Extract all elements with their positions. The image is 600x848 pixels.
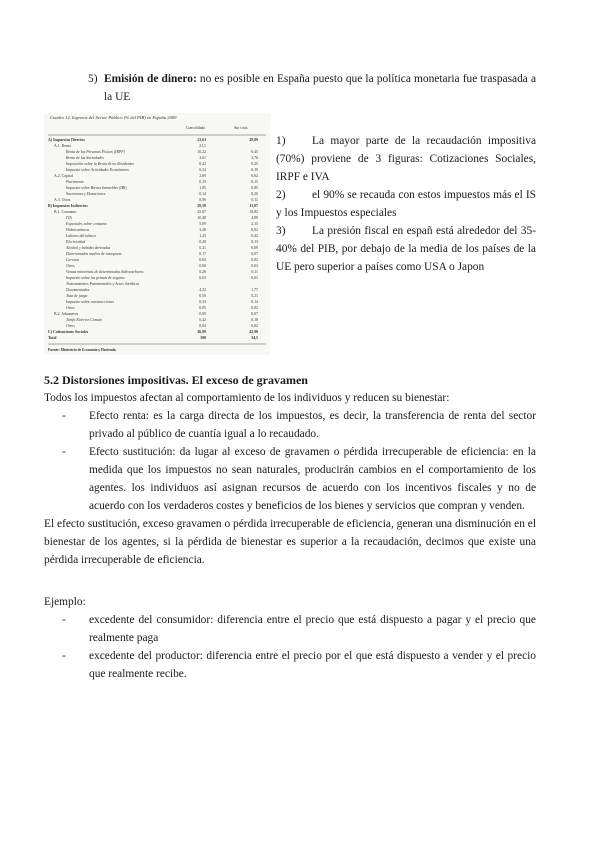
table-row-label: Impuesto sobre construcciones [66, 300, 115, 304]
summary-item-1 [276, 132, 536, 186]
table-row-label: Alcohol y bebidas derivadas [66, 246, 111, 250]
table-row-value: 43,90 [249, 330, 258, 334]
table-row-label: Cerveza [66, 258, 79, 262]
table-row-label: Total [48, 336, 57, 340]
table-row-value: 0,06 [199, 264, 206, 268]
table-row-value: 1,23 [199, 234, 206, 238]
table-row-label: B.2. Aduaneros [54, 312, 79, 316]
table-row-value: 100 [200, 336, 206, 340]
table-row-value: 2,69 [199, 174, 206, 178]
table-row-value: 0,18 [251, 318, 258, 322]
table-row-value: 10,22 [197, 150, 206, 154]
table-row-label: Tarifa Exterior Común [66, 318, 102, 322]
table-row-value: 0,07 [251, 252, 258, 256]
table-row-value: 25,87 [197, 210, 206, 214]
table-row-value: 3,76 [251, 156, 258, 160]
table-row-label: Patrimonio [66, 180, 84, 184]
table-row-label: Renta de las Personas Físicas (IRPF) [66, 150, 125, 154]
table-row-value: 0,19 [251, 168, 258, 172]
table-row-value: 0,02 [251, 306, 258, 310]
table-row-value: 0,14 [199, 192, 206, 196]
table-row-value: 0,09 [251, 246, 258, 250]
example-bullet: - excedente del consumidor: diferencia entre el precio que está dispuesto a pagar y el precio que realmente paga [44, 611, 536, 647]
item-5-label: Emisión de dinero: [104, 73, 197, 85]
table-row-label: Determinados medios de transporte [66, 252, 122, 256]
example-bullet-text: excedente del consumidor: diferencia entre el precio que está dispuesto a pagar y el precio que realmente paga [89, 614, 536, 644]
bullet-text: Efecto sustitución: da lugar al exceso de gravamen o pérdida irrecuperable de eficiencia: en la medida que los impuestos no sean naturales, producirán cambios en el comportamiento de los agentes. los individuos así asignan recursos de acuerdo con los incentivos fiscales y no de acuerdo con los verdaderos costes y beneficios de los bienes y servicios que compran y venden. [89, 446, 536, 512]
section-5-2 [44, 371, 536, 569]
table-row-label: A) Impuestos Directos [48, 138, 85, 142]
table-row-value: 0,50 [199, 294, 206, 298]
table-row-value: 0,17 [199, 252, 206, 256]
bullet-text: Efecto renta: es la carga directa de los impuestos, es decir, la transferencia de renta del sector privado al público de cuantía igual a lo recaudado. [89, 410, 536, 440]
table-row-value: 0,05 [199, 306, 206, 310]
table-row-value: 6,45 [251, 150, 258, 154]
table-row-label: Impuesto sobre Actividades Económicas [66, 168, 129, 172]
table-row-label: Otros [66, 306, 75, 310]
table-row-value: 0,14 [251, 300, 258, 304]
table-row-value: 0,42 [251, 234, 258, 238]
table-row-value: 0,26 [251, 192, 258, 196]
summary-item-number: 3) [276, 225, 286, 237]
table-row-value: 29,89 [249, 138, 258, 142]
table-row-label: B) Impuestos Indirectos [48, 204, 88, 208]
summary-item-text: La mayor parte de la recaudación impositiva (70%) proviene de 3 figuras: Cotizaciones Sociales, IRPF e IVA [276, 135, 536, 183]
table-row-value: 34,5 [251, 336, 258, 340]
table-row-value: 0,04 [199, 324, 206, 328]
table-row-label: B.1. Consumo [54, 210, 77, 214]
table-row-value: 0,33 [199, 300, 206, 304]
table-row-value: 0,26 [199, 270, 206, 274]
summary-item-number: 2) [276, 189, 286, 201]
bullet-item: - Efecto sustitución: da lugar al exceso de gravamen o pérdida irrecuperable de eficiencia: en la medida que los impuestos no sean naturales, producirán cambios en el comportamiento de los agentes. los individuos así asignan recursos de acuerdo con los incentivos fiscales y no de acuerdo con los verdaderos costes y beneficios de los bienes y servicios que compran y venden. [44, 443, 536, 515]
example-bullet: - excedente del productor: diferencia entre el precio por el que está dispuesto a vender y el precio que realmente recibe. [44, 647, 536, 683]
table-row-value: 4,22 [199, 288, 206, 292]
item-5-text: no es posible en España puesto que la política monetaria fue traspasada a la UE [104, 73, 536, 103]
table-row-label: Ventas minoristas de determinados hidrocarburos [66, 270, 144, 274]
table-row-label: Renta de las Sociedades [66, 156, 104, 160]
table-row-label: Hidrocarburos [66, 228, 90, 232]
bullet-item: - Efecto renta: es la carga directa de los impuestos, es decir, la transferencia de renta del sector privado al público de cuantía igual a lo recaudado. [44, 407, 536, 443]
table-row-value: 0,21 [199, 246, 206, 250]
table-row-value: 11,87 [249, 204, 258, 208]
table-row-value: 0,09 [199, 312, 206, 316]
table-row-value: 0,36 [199, 198, 206, 202]
summary-item-text: La presión fiscal en españ está alrededor del 35-40% del PIB, por debajo de la media de los países de la UE pero superior a países como USA o Japon [276, 225, 536, 273]
table-row-value: 2,15 [251, 222, 258, 226]
table-row-value: 0,03 [251, 264, 258, 268]
table-row-value: 0,04 [199, 258, 206, 262]
table-source: Fuente: Ministerio de Economía y Hacienda. [48, 348, 117, 352]
table-col-header-1: Consolidado [186, 126, 206, 130]
summary-item-3 [276, 222, 536, 276]
table-row-label: Tasa de juego [66, 294, 88, 298]
table-row-label: Impuesto sobre Bienes Inmuebles (IBI) [66, 186, 127, 190]
example-label: Ejemplo: [44, 596, 86, 608]
table-row-value: 0,15 [251, 180, 258, 184]
example-bullet-text: excedente del productor: diferencia entre el precio por el que está dispuesto a vender y el precio que realmente recibe. [89, 650, 536, 680]
table-row-label: Imposición sobre la Renta de no Residentes [66, 162, 134, 166]
table-row-value: 0,92 [251, 228, 258, 232]
table-row-value: 0,11 [251, 198, 258, 202]
table-row-value: 0,15 [199, 180, 206, 184]
table-row-label: A.1. Renta [54, 144, 71, 148]
table-row-value: 0,85 [251, 186, 258, 190]
table-row-value: 5,09 [199, 222, 206, 226]
section-heading: 5.2 Distorsiones impositivas. El exceso de gravamen [44, 373, 308, 387]
table-row-value: 0,21 [251, 294, 258, 298]
table-row-value: 4,89 [251, 216, 258, 220]
summary-item-2 [276, 186, 536, 222]
table-row-value: 0,02 [251, 324, 258, 328]
table-row-label: Impuesto sobre las primas de seguros [66, 276, 125, 280]
table-caption: Cuadro 12. Ingresos del Sector Público (% del PIB) en España 2009 [50, 115, 177, 120]
summary-list [276, 132, 536, 276]
table-row-value: 0,13 [251, 240, 258, 244]
summary-item-text: el 90% se recauda con estos impuestos más el IS y los Impuestos especiales [276, 189, 536, 219]
section-intro: Todos los impuestos afectan al comportamiento de los individuos y reducen su bienestar: [44, 392, 450, 404]
section-paragraph: El efecto sustitución, exceso gravamen o pérdida irrecuperable de eficiencia, generan una disminución en el bienestar de los agentes, si la pérdida de bienestar es superior a la recaudación, decimos que existe una pérdida irrecuperable de eficiencia. [44, 518, 536, 566]
table-row-label: Transmisiones Patrimoniales y Actos Jurídicos [66, 282, 140, 286]
table-row-label: C) Cotizaciones Sociales [48, 330, 89, 334]
table-row-value: 23,63 [197, 138, 206, 142]
table-row-value: 0,42 [199, 318, 206, 322]
table-row-value: 0,24 [199, 168, 206, 172]
table-row-value: 0,25 [251, 162, 258, 166]
table-row-value: 0,01 [251, 276, 258, 280]
table-row-value: 0,62 [251, 174, 258, 178]
table-row-label: Labores del tabaco [66, 234, 96, 238]
table-row-value: 21,1 [199, 144, 206, 148]
table-row-label: Sucesiones y Donaciones [66, 192, 106, 196]
table-row-value: 0,02 [251, 258, 258, 262]
table-row-value: 0,28 [199, 240, 206, 244]
table-row-value: 36,89 [197, 330, 206, 334]
table-row-value: 0,11 [251, 270, 258, 274]
item-5 [88, 70, 536, 106]
table-row-value: 10,48 [197, 216, 206, 220]
table-col-header-2: Sin cotiz. [234, 126, 249, 130]
table-row-value: 0,07 [251, 312, 258, 316]
table-row-label: A.2. Capital [54, 174, 73, 178]
table-row-value: 0,42 [199, 162, 206, 166]
table-row-label: Electricidad [66, 240, 86, 244]
item-5-number: 5) [88, 73, 98, 85]
table-row-value: 0,03 [199, 276, 206, 280]
table-row-label: Otros [66, 264, 75, 268]
summary-item-number: 1) [276, 135, 286, 147]
table-row-label: IVA [66, 216, 72, 220]
example-block [44, 593, 536, 683]
table-row-value: 10,82 [249, 210, 258, 214]
scanned-tax-table [44, 113, 270, 355]
table-row-label: Documentados [66, 288, 90, 292]
table-row-value: 3,28 [199, 228, 206, 232]
table-row-label: Otros [66, 324, 75, 328]
table-row-label: Especiales sobre consumo [66, 222, 107, 226]
table-row-label: A.3. Otros [54, 198, 71, 202]
table-row-value: 1,05 [199, 186, 206, 190]
table-row-value: 29,59 [197, 204, 206, 208]
table-row-value: 1,77 [251, 288, 258, 292]
table-row-value: 2,61 [199, 156, 206, 160]
